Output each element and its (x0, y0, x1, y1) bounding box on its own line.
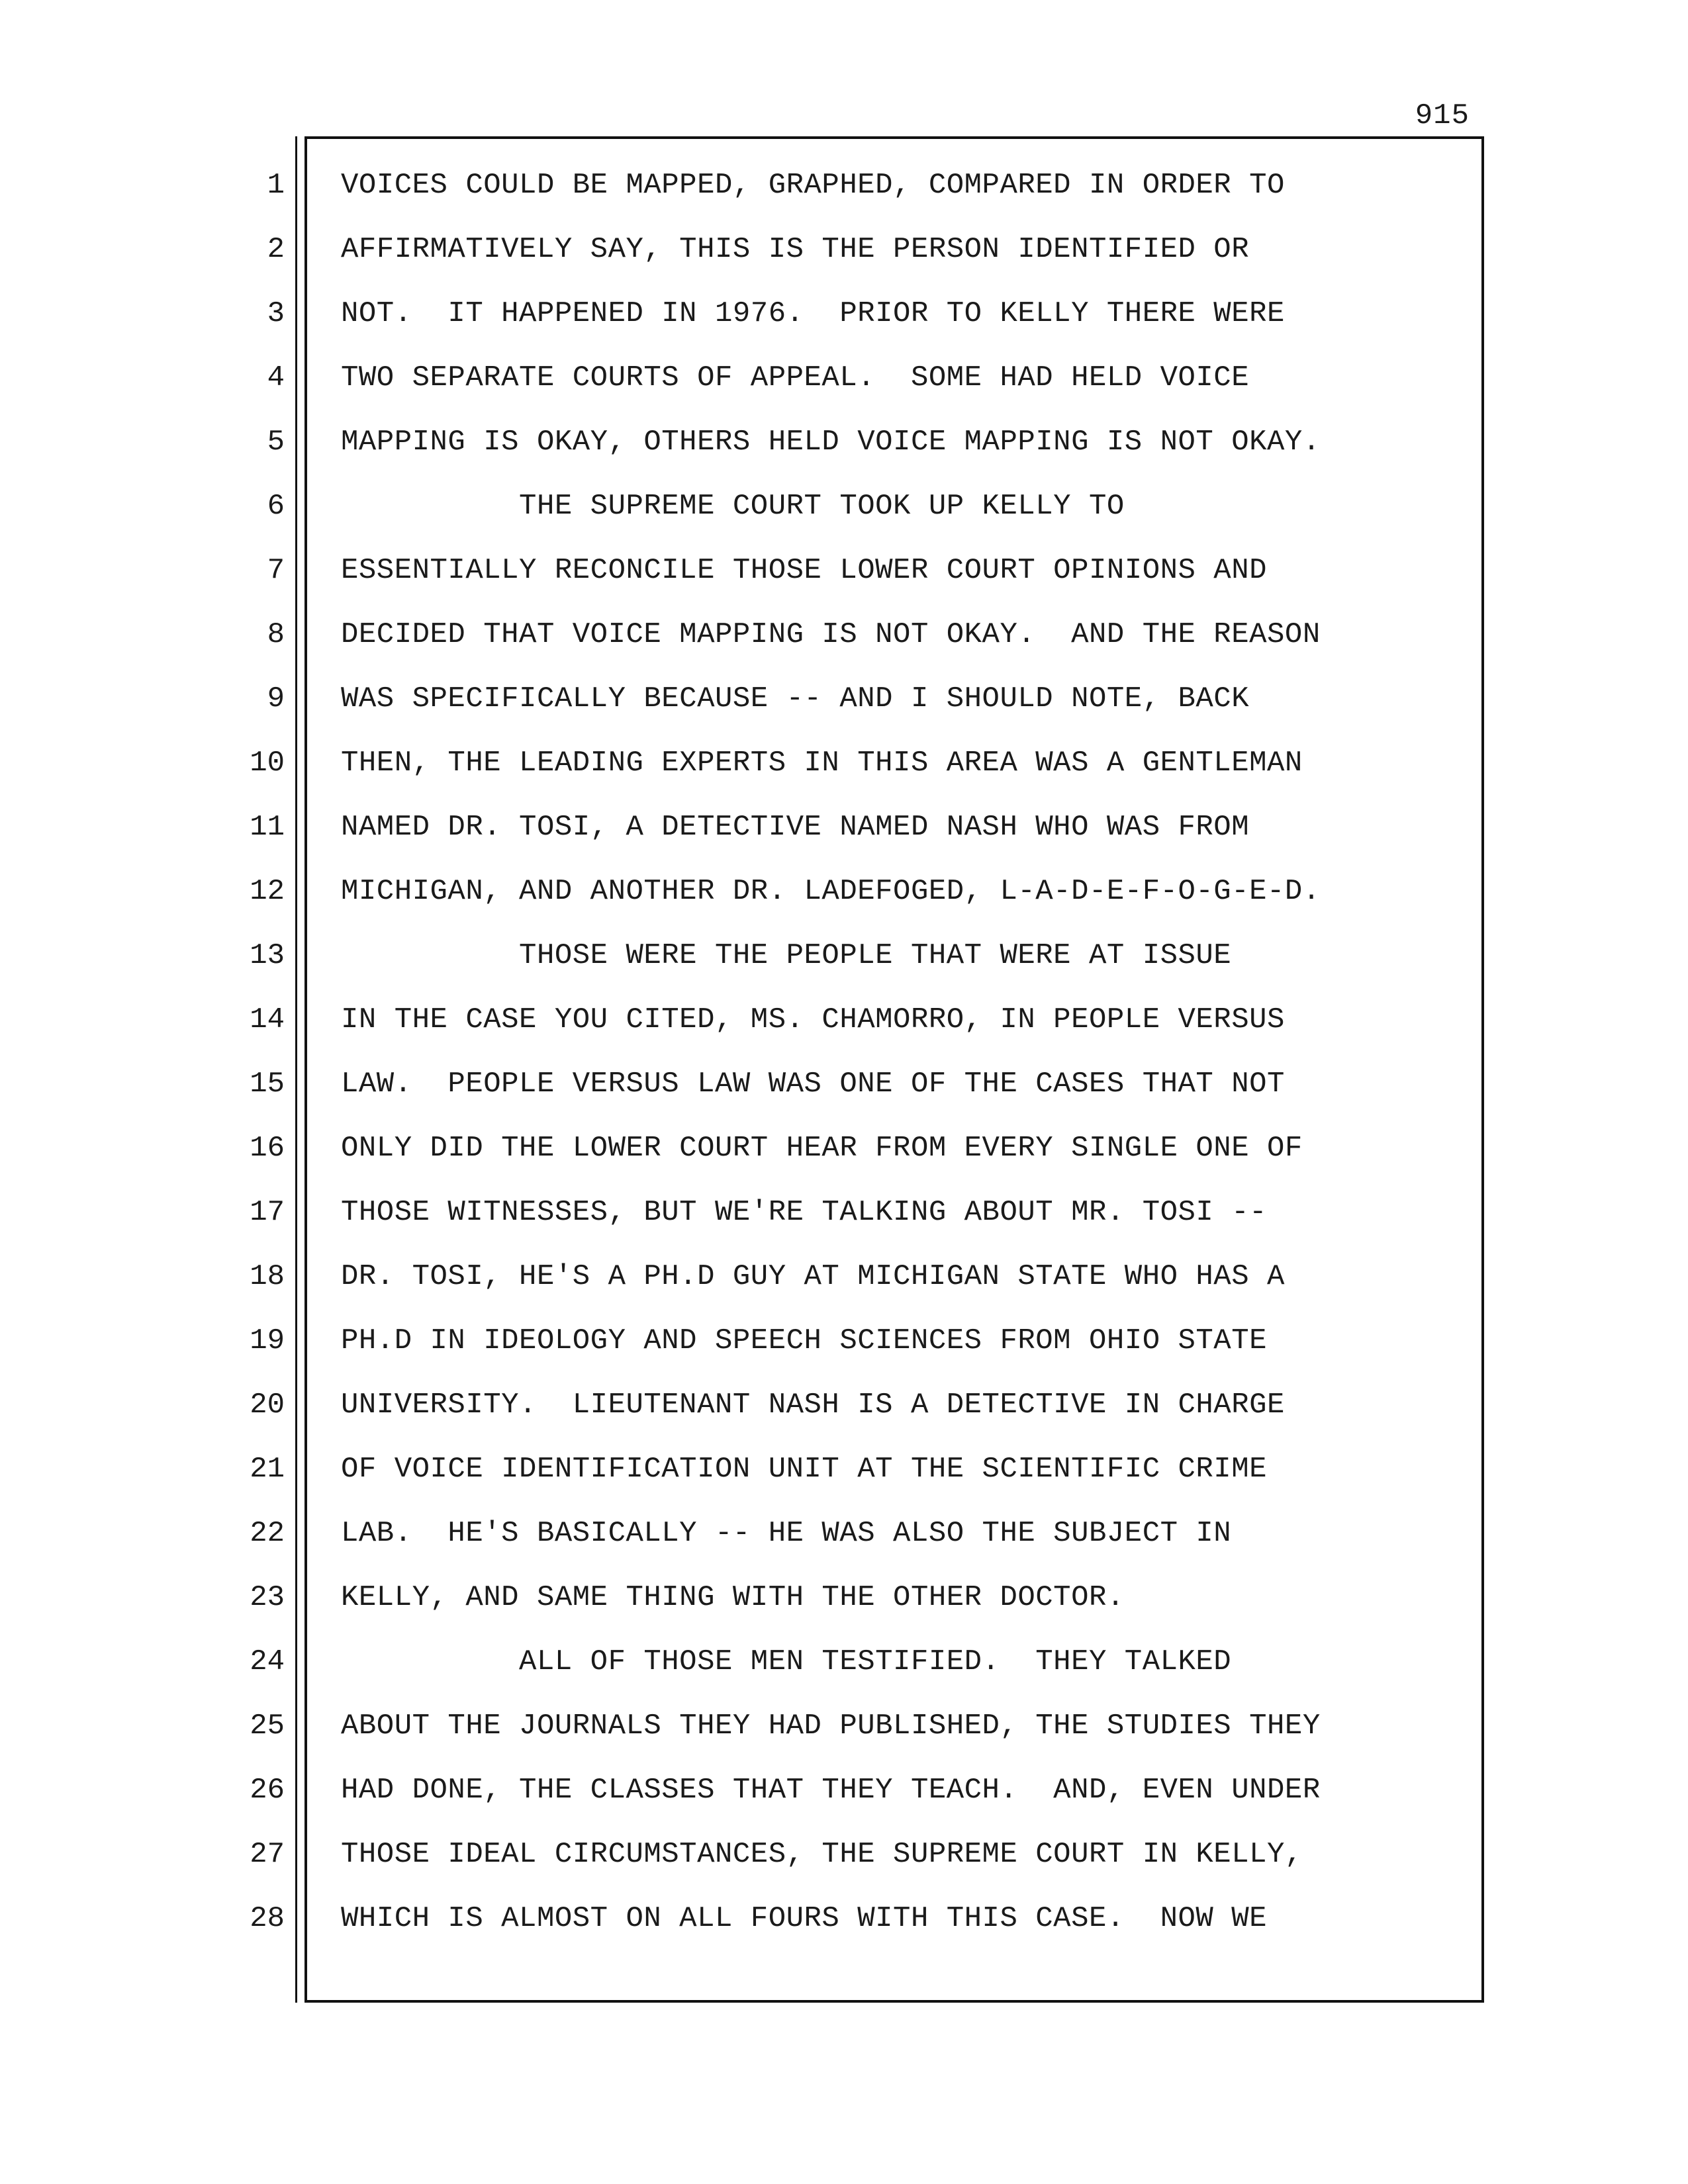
transcript-line: TWO SEPARATE COURTS OF APPEAL. SOME HAD HELD VOICE (341, 361, 1250, 394)
line-number: 19 (250, 1324, 285, 1357)
transcript-line: THEN, THE LEADING EXPERTS IN THIS AREA WAS A GENTLEMAN (341, 747, 1303, 780)
line-number: 20 (250, 1388, 285, 1422)
transcript-line: AFFIRMATIVELY SAY, THIS IS THE PERSON IDENTIFIED OR (341, 233, 1250, 266)
line-number: 6 (267, 490, 285, 523)
line-number: 22 (250, 1517, 285, 1550)
transcript-body (341, 165, 1473, 1963)
transcript-line: THOSE IDEAL CIRCUMSTANCES, THE SUPREME COURT IN KELLY, (341, 1838, 1303, 1871)
line-number: 5 (267, 426, 285, 459)
line-number: 28 (250, 1902, 285, 1935)
line-number: 13 (250, 939, 285, 972)
transcript-line: ALL OF THOSE MEN TESTIFIED. THEY TALKED (341, 1645, 1232, 1678)
line-number: 25 (250, 1709, 285, 1743)
transcript-line: VOICES COULD BE MAPPED, GRAPHED, COMPARED IN ORDER TO (341, 169, 1285, 202)
transcript-line: LAW. PEOPLE VERSUS LAW WAS ONE OF THE CASES THAT NOT (341, 1068, 1285, 1101)
transcript-line: MAPPING IS OKAY, OTHERS HELD VOICE MAPPING IS NOT OKAY. (341, 426, 1321, 459)
transcript-line: UNIVERSITY. LIEUTENANT NASH IS A DETECTIVE IN CHARGE (341, 1388, 1285, 1422)
transcript-line: THOSE WERE THE PEOPLE THAT WERE AT ISSUE (341, 939, 1232, 972)
transcript-line: OF VOICE IDENTIFICATION UNIT AT THE SCIENTIFIC CRIME (341, 1453, 1268, 1486)
line-number: 8 (267, 618, 285, 651)
line-number: 24 (250, 1645, 285, 1678)
transcript-line: DR. TOSI, HE'S A PH.D GUY AT MICHIGAN STATE WHO HAS A (341, 1260, 1285, 1293)
transcript-line: ABOUT THE JOURNALS THEY HAD PUBLISHED, THE STUDIES THEY (341, 1709, 1321, 1743)
transcript-line: IN THE CASE YOU CITED, MS. CHAMORRO, IN PEOPLE VERSUS (341, 1003, 1285, 1036)
transcript-line: PH.D IN IDEOLOGY AND SPEECH SCIENCES FROM OHIO STATE (341, 1324, 1268, 1357)
line-number: 2 (267, 233, 285, 266)
line-number: 26 (250, 1774, 285, 1807)
transcript-line: NAMED DR. TOSI, A DETECTIVE NAMED NASH WHO WAS FROM (341, 811, 1250, 844)
line-number: 17 (250, 1196, 285, 1229)
line-number-rule (295, 136, 297, 2003)
page-number: 915 (1415, 99, 1470, 132)
transcript-line: WHICH IS ALMOST ON ALL FOURS WITH THIS CASE. NOW WE (341, 1902, 1268, 1935)
line-number: 21 (250, 1453, 285, 1486)
line-number: 11 (250, 811, 285, 844)
line-number: 12 (250, 875, 285, 908)
transcript-line: HAD DONE, THE CLASSES THAT THEY TEACH. AND, EVEN UNDER (341, 1774, 1321, 1807)
line-number: 9 (267, 682, 285, 715)
line-number: 15 (250, 1068, 285, 1101)
line-number: 10 (250, 747, 285, 780)
transcript-line: MICHIGAN, AND ANOTHER DR. LADEFOGED, L-A-D-E-F-O-G-E-D. (341, 875, 1321, 908)
transcript-line: LAB. HE'S BASICALLY -- HE WAS ALSO THE SUBJECT IN (341, 1517, 1232, 1550)
line-number: 14 (250, 1003, 285, 1036)
transcript-line: THE SUPREME COURT TOOK UP KELLY TO (341, 490, 1125, 523)
line-number: 18 (250, 1260, 285, 1293)
line-number: 1 (267, 169, 285, 202)
transcript-line: THOSE WITNESSES, BUT WE'RE TALKING ABOUT MR. TOSI -- (341, 1196, 1268, 1229)
line-number: 3 (267, 297, 285, 330)
transcript-line: ESSENTIALLY RECONCILE THOSE LOWER COURT OPINIONS AND (341, 554, 1268, 587)
transcript-line: WAS SPECIFICALLY BECAUSE -- AND I SHOULD NOTE, BACK (341, 682, 1250, 715)
line-number: 23 (250, 1581, 285, 1614)
line-number: 16 (250, 1132, 285, 1165)
transcript-line: DECIDED THAT VOICE MAPPING IS NOT OKAY. AND THE REASON (341, 618, 1321, 651)
line-number: 4 (267, 361, 285, 394)
transcript-line: KELLY, AND SAME THING WITH THE OTHER DOCTOR. (341, 1581, 1125, 1614)
transcript-line: ONLY DID THE LOWER COURT HEAR FROM EVERY SINGLE ONE OF (341, 1132, 1303, 1165)
line-number: 27 (250, 1838, 285, 1871)
line-number-column (199, 165, 285, 1963)
transcript-line: NOT. IT HAPPENED IN 1976. PRIOR TO KELLY THERE WERE (341, 297, 1285, 330)
line-number: 7 (267, 554, 285, 587)
